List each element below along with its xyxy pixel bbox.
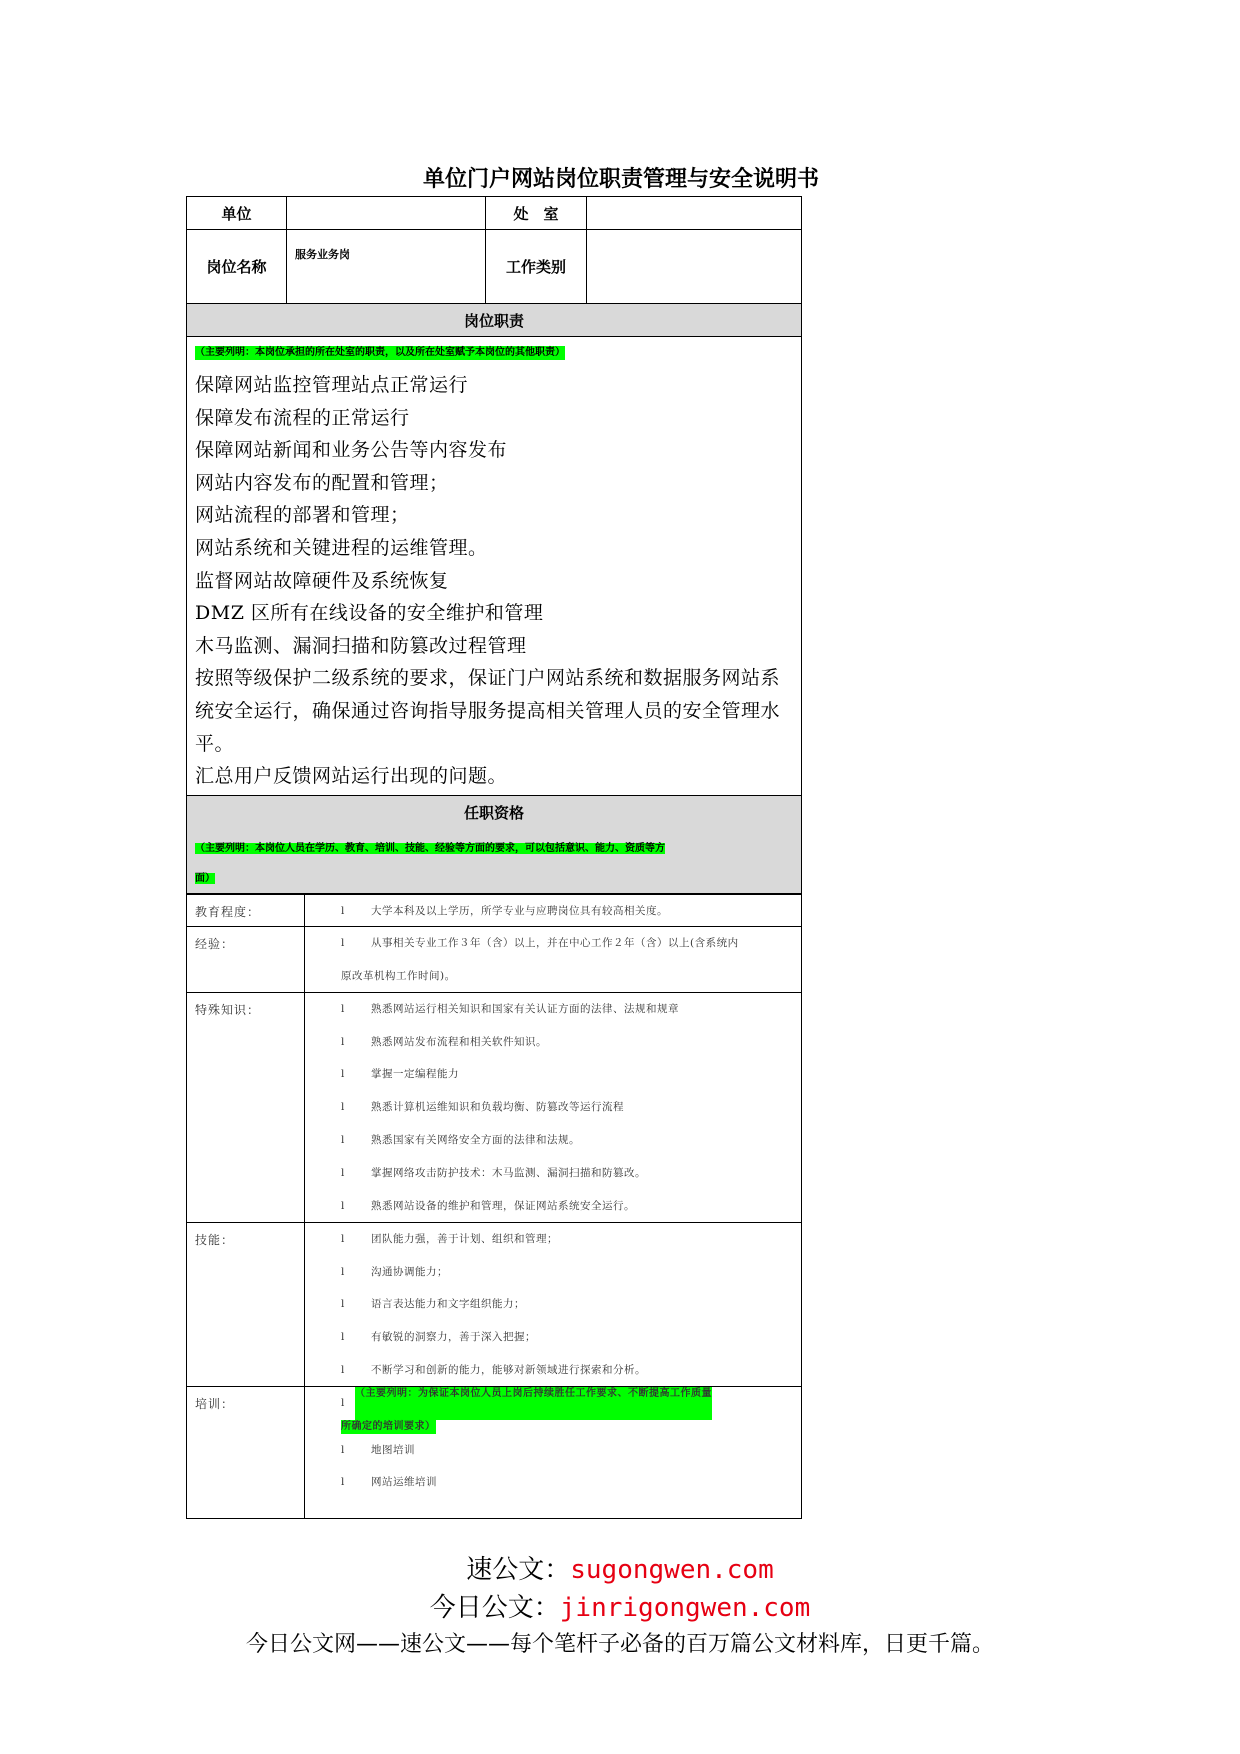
bullet-marker: l [341,904,345,917]
list-item [341,1288,795,1321]
training-row [187,1386,801,1518]
experience-label: 经验： [187,927,305,992]
work-type-value [587,230,801,303]
list-item [341,1223,795,1256]
bullet-marker: l [341,1166,345,1179]
duty-item: 按照等级保护二级系统的要求，保证门户网站系统和数据服务网站系 [195,667,781,690]
footer-line-2 [0,1587,1240,1624]
duties-heading: 岗位职责 [187,304,801,336]
bullet-marker: l [341,936,345,949]
bullet-marker: l [341,1101,345,1114]
list-item-text: 熟悉网站设备的维护和管理，保证网站系统安全运行。 [371,1199,635,1212]
bullet-marker: l [341,1133,345,1146]
footer-line-1 [0,1549,1240,1586]
duties-body [187,336,801,795]
footer-slogan: 今日公文网——速公文——每个笔杆子必备的百万篇公文材料库，日更千篇。 [245,1632,994,1657]
training-note-line1: （主要列明：为保证本岗位人员上岗后持续胜任工作要求、不断提高工作质量 [355,1387,712,1420]
bullet-marker: l [341,1363,345,1376]
work-type-label: 工作类别 [486,230,587,303]
list-item-text: 掌握一定编程能力 [371,1068,459,1081]
list-item [341,1466,795,1499]
bullet-marker: l [341,1396,345,1409]
qualifications-header [187,795,801,893]
list-item-text: 大学本科及以上学历，所学专业与应聘岗位具有较高相关度。 [371,904,668,917]
experience-row [187,926,801,992]
list-item [341,1387,795,1420]
duty-item: 统安全运行，确保通过咨询指导服务提高相关管理人员的安全管理水 [195,699,781,722]
position-label: 岗位名称 [187,230,287,303]
list-item [341,1321,795,1354]
footer-prefix-2: 今日公文： [429,1593,560,1623]
duty-item: 网站内容发布的配置和管理； [195,471,449,494]
knowledge-label: 特殊知识： [187,993,305,1222]
duty-item: 网站流程的部署和管理； [195,504,410,527]
job-description-table [186,196,802,1519]
bullet-marker: l [341,1002,345,1015]
list-item-text: 网站运维培训 [371,1476,437,1489]
list-item [341,927,795,960]
position-value: 服务业务岗 [287,230,486,303]
list-item-continuation [341,960,795,993]
duty-item: 网站系统和关键进程的运维管理。 [195,536,488,559]
list-item [341,1157,795,1190]
training-note-line2: 所确定的培训要求） [341,1420,436,1432]
unit-value [287,197,486,229]
skills-label: 技能： [187,1223,305,1386]
list-item-text: 沟通协调能力； [371,1265,448,1278]
list-item-text: 熟悉网站发布流程和相关软件知识。 [371,1035,547,1048]
duty-item: 保障网站新闻和业务公告等内容发布 [195,439,508,462]
experience-text-line2: 原改革机构工作时间)。 [341,969,456,982]
list-item [341,895,795,928]
office-label: 处 室 [486,197,587,229]
list-item [341,1256,795,1289]
office-value [587,197,801,229]
duty-item: 汇总用户反馈网站运行出现的问题。 [195,765,508,788]
footer-prefix-1: 速公文： [466,1555,571,1585]
duty-item: DMZ 区所有在线设备的安全维护和管理 [195,602,544,625]
skills-row [187,1222,801,1386]
knowledge-list [305,993,801,1227]
duties-heading-row [187,303,801,336]
list-item-text: 有敏锐的洞察力，善于深入把握； [371,1331,536,1344]
bullet-marker: l [341,1331,345,1344]
list-item-text: 熟悉网站运行相关知识和国家有关认证方面的法律、法规和规章 [371,1002,679,1015]
bullet-marker: l [341,1068,345,1081]
list-item-text: 团队能力强，善于计划、组织和管理； [371,1232,558,1245]
list-item-text: 熟悉计算机运维知识和负载均衡、防篡改等运行流程 [371,1101,624,1114]
list-item [341,1190,795,1223]
duty-item: 保障网站监控管理站点正常运行 [195,374,469,396]
list-item [341,993,795,1026]
duties-note: （主要列明：本岗位承担的所在处室的职责，以及所在处室赋予本岗位的其他职责） [195,347,565,358]
knowledge-row [187,992,801,1222]
list-item [341,1354,795,1387]
bullet-marker: l [341,1035,345,1048]
bullet-marker: l [341,1265,345,1278]
bullet-marker: l [341,1199,345,1212]
list-item [341,1026,795,1059]
list-item [341,1058,795,1091]
duty-item: 木马监测、漏洞扫描和防篡改过程管理 [195,634,527,657]
skills-list [305,1223,801,1391]
position-row [187,229,801,303]
list-item-text: 熟悉国家有关网络安全方面的法律和法规。 [371,1133,580,1146]
education-label: 教育程度： [187,895,305,926]
list-item-text: 不断学习和创新的能力，能够对新领域进行探索和分析。 [371,1363,646,1376]
document-title: 单位门户网站岗位职责管理与安全说明书 [422,166,819,192]
list-item [341,1434,795,1467]
list-item [341,1124,795,1157]
list-item [341,1091,795,1124]
training-label: 培训： [187,1387,305,1518]
duty-item: 监督网站故障硬件及系统恢复 [195,569,449,592]
bullet-marker: l [341,1298,345,1311]
training-list [341,1434,795,1500]
bullet-marker: l [341,1443,345,1456]
duty-list [195,369,801,795]
unit-label: 单位 [187,197,287,229]
list-item-continuation [341,1420,795,1434]
footer-link-jinrigongwen[interactable]: jinrigongwen.com [559,1593,811,1623]
bullet-marker: l [341,1476,345,1489]
footer-link-sugongwen[interactable]: sugongwen.com [570,1555,774,1585]
qualifications-heading: 任职资格 [463,803,524,822]
bullet-marker: l [341,1232,345,1245]
qualifications-note-line2: 面） [195,872,215,884]
list-item-text: 地图培训 [371,1443,415,1456]
duty-item: 保障发布流程的正常运行 [195,406,410,429]
unit-row [187,196,801,229]
duty-item: 平。 [195,732,235,755]
education-row [187,893,801,926]
experience-text-line1: 从事相关专业工作３年（含）以上，并在中心工作２年（含）以上(含系统内 [371,936,739,949]
qualifications-note-line1: （主要列明：本岗位人员在学历、教育、培训、技能、经验等方面的要求，可以包括意识、能力、资质等方 [195,842,665,854]
list-item-text: 语言表达能力和文字组织能力； [371,1298,525,1311]
list-item-text: 掌握网络攻击防护技术：木马监测、漏洞扫描和防篡改。 [371,1166,646,1179]
